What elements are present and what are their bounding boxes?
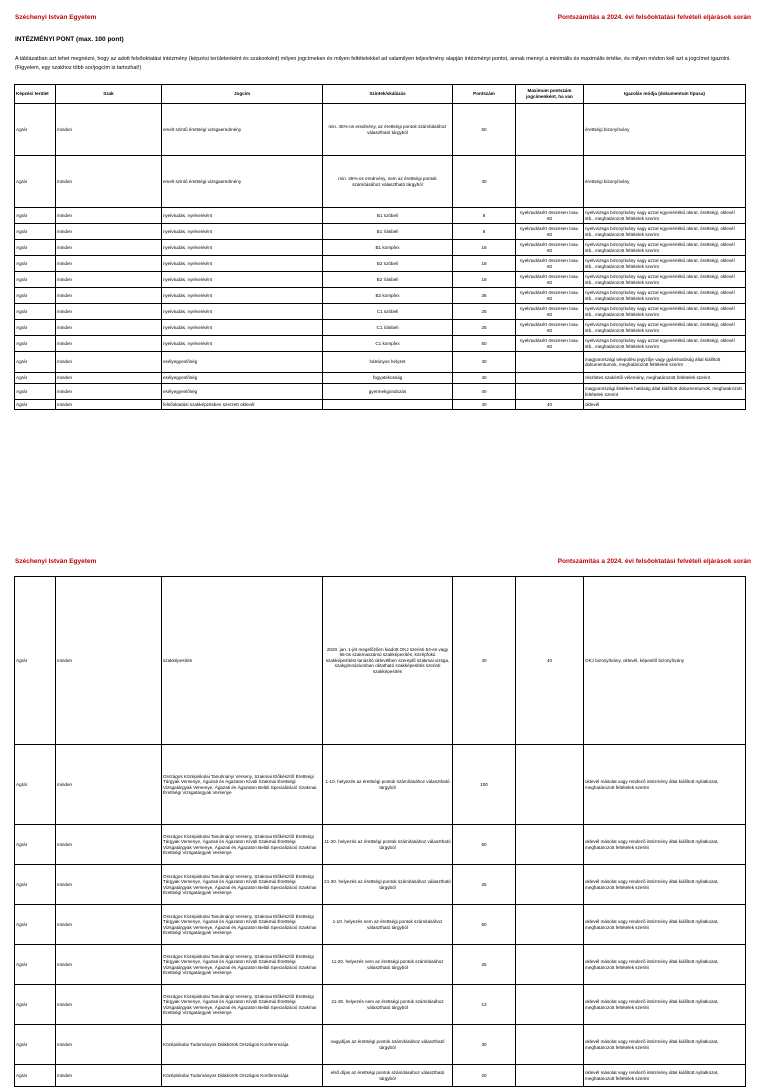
row-major: minden xyxy=(56,320,162,336)
table-row xyxy=(15,156,746,208)
row-major: minden xyxy=(56,256,162,272)
row-proof: oklevél másolat vagy rendező intézmény által kiállított nyilatkozat, meghatározott feltételek szerint xyxy=(584,865,746,905)
row-title: nyelvtudás, nyelvenként xyxy=(162,304,323,320)
row-points: 40 xyxy=(453,400,516,410)
university-name: Széchenyi István Egyetem xyxy=(15,14,97,21)
row-points: 50 xyxy=(453,104,516,156)
row-major: minden xyxy=(56,985,162,1025)
row-max-points: nyelvtudásért összesen max. 60 xyxy=(516,272,584,288)
row-proof: oklevél másolat vagy rendező intézmény által kiállított nyilatkozat, meghatározott feltételek szerint xyxy=(584,825,746,865)
row-proof: oklevél másolat vagy rendező intézmény által kiállított nyilatkozat, meghatározott feltételek szerint xyxy=(584,1065,746,1087)
table-row xyxy=(15,288,746,304)
row-area: Agrár xyxy=(15,400,56,410)
row-points: 40 xyxy=(453,384,516,400)
row-title: Országos Középiskolai Tanulmányi Verseny, Szakmai Előkészítő Érettségi Tárgyak Versenye, Ágazati és Ágazaton Kívüli Szakmai Érettségi Vizsgatárgyak Versenye, Ágazati és Ágazaton Belüli Specializáció Szakmai Érettségi Vizsgatárgyak Versenye xyxy=(162,945,323,985)
row-points: 18 xyxy=(453,272,516,288)
table-row xyxy=(15,208,746,224)
row-max-points: nyelvtudásért összesen max. 60 xyxy=(516,240,584,256)
row-max-points xyxy=(516,384,584,400)
row-proof: nyelvvizsga bizonyítvány vagy azzal egyenértékű okirat, érettségi, oklevél stb., meghatározott feltételek szerint xyxy=(584,256,746,272)
row-major: minden xyxy=(56,304,162,320)
row-major: minden xyxy=(56,352,162,373)
row-level xyxy=(323,400,453,410)
row-level: 11-20. helyezés nem az érettségi pontok számításához választható tárgyból xyxy=(323,945,453,985)
row-max-points: nyelvtudásért összesen max. 60 xyxy=(516,336,584,352)
table-row xyxy=(15,865,746,905)
row-proof: oklevél másolat vagy rendező intézmény által kiállított nyilatkozat, meghatározott feltételek szerint xyxy=(584,985,746,1025)
row-level: B1 írásbeli xyxy=(323,224,453,240)
row-points: 25 xyxy=(453,945,516,985)
row-proof: oklevél másolat vagy rendező intézmény által kiállított nyilatkozat, meghatározott feltételek szerint xyxy=(584,1025,746,1065)
col-header-major: Szak xyxy=(56,85,162,104)
row-title: nyelvtudás, nyelvenként xyxy=(162,288,323,304)
row-max-points: nyelvtudásért összesen max. 60 xyxy=(516,288,584,304)
row-title: nyelvtudás, nyelvenként xyxy=(162,320,323,336)
row-points: 30 xyxy=(453,1025,516,1065)
row-level: min. 45%-os eredmény, nem az érettségi pontok számításához választható tárgyból xyxy=(323,156,453,208)
row-title: Középiskolai Tudományos Diákkörök Országos Konferenciája xyxy=(162,1025,323,1065)
table-row xyxy=(15,320,746,336)
row-area: Agrár xyxy=(15,745,56,825)
row-max-points xyxy=(516,905,584,945)
table-row xyxy=(15,104,746,156)
row-major: minden xyxy=(56,1065,162,1087)
table-row xyxy=(15,336,746,352)
row-level: 1-10. helyezés nem az érettségi pontok számításához választható tárgyból xyxy=(323,905,453,945)
row-max-points xyxy=(516,104,584,156)
row-major: minden xyxy=(56,373,162,384)
row-points: 16 xyxy=(453,240,516,256)
col-header-area: Képzési terület xyxy=(15,85,56,104)
row-max-points xyxy=(516,985,584,1025)
section-description: A táblázatban azt lehet megnézni, hogy az adott felsőoktatási intézmény (képzési területenként és szakonként) milyen jogcímeken és milyen feltételekkel ad valamilyen teljesítmény alapján intézményi pontot, annak mennyi a minimális és maximális értéke, és milyen módon kell azt a jogcímet igazolni. (Figyelem, egy szakhoz több sor/jogcím is tartozhat!) xyxy=(15,56,731,71)
table-row xyxy=(15,352,746,373)
row-points: 30 xyxy=(453,156,516,208)
row-major: minden xyxy=(56,224,162,240)
row-major: minden xyxy=(56,745,162,825)
row-points: 40 xyxy=(453,577,516,745)
row-max-points xyxy=(516,825,584,865)
row-title: nyelvtudás, nyelvenként xyxy=(162,272,323,288)
row-major: minden xyxy=(56,288,162,304)
row-major: minden xyxy=(56,336,162,352)
row-title: emelt szintű érettségi vizsgaeredmény xyxy=(162,156,323,208)
row-points: 40 xyxy=(453,352,516,373)
row-area: Agrár xyxy=(15,384,56,400)
row-area: Agrár xyxy=(15,1065,56,1087)
row-title: Középiskolai Tudományos Diákkörök Országos Konferenciája xyxy=(162,1065,323,1087)
row-area: Agrár xyxy=(15,336,56,352)
row-points: 25 xyxy=(453,320,516,336)
row-major: minden xyxy=(56,400,162,410)
row-level: nagydíjas az érettségi pontok számításához választható tárgyból xyxy=(323,1025,453,1065)
row-proof: magyarországi települési jegyzője vagy gyámhatóság által kiállított dokumentumok, meghatározott feltételek szerint xyxy=(584,352,746,373)
row-major: minden xyxy=(56,865,162,905)
document-subtitle: Pontszámítás a 2024. évi felsőoktatási felvételi eljárások során xyxy=(557,14,751,21)
row-area: Agrár xyxy=(15,304,56,320)
row-major: minden xyxy=(56,825,162,865)
row-proof: nyelvvizsga bizonyítvány vagy azzal egyenértékű okirat, érettségi, oklevél stb., meghatározott feltételek szerint xyxy=(584,320,746,336)
row-area: Agrár xyxy=(15,1025,56,1065)
row-area: Agrár xyxy=(15,945,56,985)
row-major: minden xyxy=(56,1025,162,1065)
row-points: 100 xyxy=(453,745,516,825)
row-area: Agrár xyxy=(15,272,56,288)
row-level: 21-30. helyezés nem az érettségi pontok számításához választható tárgyból xyxy=(323,985,453,1025)
row-title: esélyegyenlőség xyxy=(162,373,323,384)
row-major: minden xyxy=(56,156,162,208)
row-area: Agrár xyxy=(15,320,56,336)
row-proof: érettségi bizonyítvány xyxy=(584,156,746,208)
row-level: gyermekgondozás xyxy=(323,384,453,400)
row-points: 20 xyxy=(453,1065,516,1087)
row-points: 25 xyxy=(453,865,516,905)
row-max-points xyxy=(516,373,584,384)
row-proof: OKJ bizonyítvány, oklevél, képesítő bizonyítvány xyxy=(584,577,746,745)
row-area: Agrár xyxy=(15,208,56,224)
table-row xyxy=(15,825,746,865)
row-title: szakképesítés xyxy=(162,577,323,745)
table-row xyxy=(15,945,746,985)
row-max-points: 40 xyxy=(516,577,584,745)
row-area: Agrár xyxy=(15,577,56,745)
table-row xyxy=(15,373,746,384)
row-max-points: 40 xyxy=(516,400,584,410)
row-max-points xyxy=(516,156,584,208)
row-level: C1 írásbeli xyxy=(323,320,453,336)
row-max-points xyxy=(516,945,584,985)
row-proof: nyelvvizsga bizonyítvány vagy azzal egyenértékű okirat, érettségi, oklevél stb., meghatározott feltételek szerint xyxy=(584,288,746,304)
row-level: min. 45%-os eredmény, az érettségi pontok számításához választható tárgyból xyxy=(323,104,453,156)
row-proof: nyelvvizsga bizonyítvány vagy azzal egyenértékű okirat, érettségi, oklevél stb., meghatározott feltételek szerint xyxy=(584,304,746,320)
row-area: Agrár xyxy=(15,905,56,945)
row-level: C1 szóbeli xyxy=(323,304,453,320)
row-area: Agrár xyxy=(15,825,56,865)
row-points: 8 xyxy=(453,224,516,240)
row-area: Agrár xyxy=(15,156,56,208)
table-row xyxy=(15,304,746,320)
row-major: minden xyxy=(56,384,162,400)
row-points: 36 xyxy=(453,288,516,304)
row-proof: oklevél másolat vagy rendező intézmény által kiállított nyilatkozat, meghatározott feltételek szerint xyxy=(584,745,746,825)
row-major: minden xyxy=(56,208,162,224)
row-proof: nyelvvizsga bizonyítvány vagy azzal egyenértékű okirat, érettségi, oklevél stb., meghatározott feltételek szerint xyxy=(584,208,746,224)
row-area: Agrár xyxy=(15,985,56,1025)
table-row xyxy=(15,577,746,745)
row-level: C1 komplex xyxy=(323,336,453,352)
row-major: minden xyxy=(56,577,162,745)
table-row xyxy=(15,745,746,825)
row-title: esélyegyenlőség xyxy=(162,352,323,373)
row-title: Országos Középiskolai Tanulmányi Verseny, Szakmai Előkészítő Érettségi Tárgyak Versenye, Ágazati és Ágazaton Kívüli Szakmai Érettségi Vizsgatárgyak Versenye, Ágazati és Ágazaton Belüli Specializáció Szakmai Érettségi Vizsgatárgyak Versenye xyxy=(162,825,323,865)
col-header-title: Jogcím xyxy=(162,85,323,104)
row-max-points xyxy=(516,1025,584,1065)
row-level: hátrányos helyzet xyxy=(323,352,453,373)
table-row xyxy=(15,256,746,272)
row-points: 8 xyxy=(453,208,516,224)
row-title: nyelvtudás, nyelvenként xyxy=(162,224,323,240)
row-level: B2 szóbeli xyxy=(323,256,453,272)
row-title: nyelvtudás, nyelvenként xyxy=(162,336,323,352)
row-points: 40 xyxy=(453,373,516,384)
row-proof: részletes szakértői vélemény, meghatározott feltételek szerint xyxy=(584,373,746,384)
row-max-points: nyelvtudásért összesen max. 60 xyxy=(516,304,584,320)
row-proof: oklevél másolat vagy rendező intézmény által kiállított nyilatkozat, meghatározott feltételek szerint xyxy=(584,945,746,985)
row-level: 1-10. helyezés az érettségi pontok számításához választható tárgyból xyxy=(323,745,453,825)
col-header-points: Pontszám xyxy=(453,85,516,104)
row-title: Országos Középiskolai Tanulmányi Verseny, Szakmai Előkészítő Érettségi Tárgyak Versenye, Ágazati és Ágazaton Kívüli Szakmai Érettségi Vizsgatárgyak Versenye, Ágazati és Ágazaton Belüli Specializáció Szakmai Érettségi Vizsgatárgyak Versenye xyxy=(162,865,323,905)
row-level: 21-30. helyezés az érettségi pontok számításához választható tárgyból xyxy=(323,865,453,905)
row-major: minden xyxy=(56,104,162,156)
row-title: felsőoktatási szakképzésben szerzett oklevél xyxy=(162,400,323,410)
row-major: minden xyxy=(56,240,162,256)
table-row xyxy=(15,240,746,256)
col-header-max-points: Maximum pontszám jogcímenként, ha van xyxy=(516,85,584,104)
row-proof: nyelvvizsga bizonyítvány vagy azzal egyenértékű okirat, érettségi, oklevél stb., meghatározott feltételek szerint xyxy=(584,336,746,352)
points-table-page-2 xyxy=(14,576,746,1087)
page-2 xyxy=(0,558,768,1081)
row-points: 13 xyxy=(453,985,516,1025)
row-proof: nyelvvizsga bizonyítvány vagy azzal egyenértékű okirat, érettségi, oklevél stb., meghatározott feltételek szerint xyxy=(584,224,746,240)
row-title: Országos Középiskolai Tanulmányi Verseny, Szakmai Előkészítő Érettségi Tárgyak Versenye, Ágazati és Ágazaton Kívüli Szakmai Érettségi Vizsgatárgyak Versenye, Ágazati és Ágazaton Belüli Specializáció Szakmai Érettségi Vizsgatárgyak Versenye xyxy=(162,905,323,945)
col-header-proof: Igazolás módja (dokumentum típusa) xyxy=(584,85,746,104)
row-area: Agrár xyxy=(15,224,56,240)
table-row xyxy=(15,384,746,400)
row-points: 25 xyxy=(453,304,516,320)
row-major: minden xyxy=(56,905,162,945)
row-proof: nyelvvizsga bizonyítvány vagy azzal egyenértékű okirat, érettségi, oklevél stb., meghatározott feltételek szerint xyxy=(584,240,746,256)
row-level: 11-20. helyezés az érettségi pontok számításához választható tárgyból xyxy=(323,825,453,865)
row-area: Agrár xyxy=(15,373,56,384)
row-proof: nyelvvizsga bizonyítvány vagy azzal egyenértékű okirat, érettségi, oklevél stb., meghatározott feltételek szerint xyxy=(584,272,746,288)
row-area: Agrár xyxy=(15,352,56,373)
row-points: 18 xyxy=(453,256,516,272)
row-level: fogyatékosság xyxy=(323,373,453,384)
row-max-points xyxy=(516,352,584,373)
table-row xyxy=(15,905,746,945)
table-row xyxy=(15,1065,746,1087)
table-row xyxy=(15,985,746,1025)
page-1 xyxy=(0,14,768,444)
col-header-levels: Szintek/skálázás xyxy=(323,85,453,104)
table-row xyxy=(15,272,746,288)
row-level: B2 írásbeli xyxy=(323,272,453,288)
row-major: minden xyxy=(56,945,162,985)
row-max-points: nyelvtudásért összesen max. 60 xyxy=(516,256,584,272)
row-level: B2 komplex xyxy=(323,288,453,304)
row-points: 50 xyxy=(453,336,516,352)
row-title: nyelvtudás, nyelvenként xyxy=(162,240,323,256)
points-table-page-1 xyxy=(14,84,746,410)
row-max-points xyxy=(516,865,584,905)
section-title: INTÉZMÉNYI PONT (max. 100 pont) xyxy=(15,36,124,43)
row-area: Agrár xyxy=(15,288,56,304)
university-name-page-2: Széchenyi István Egyetem xyxy=(15,558,97,565)
table-row xyxy=(15,224,746,240)
row-max-points: nyelvtudásért összesen max. 60 xyxy=(516,208,584,224)
row-max-points: nyelvtudásért összesen max. 60 xyxy=(516,224,584,240)
row-max-points xyxy=(516,1065,584,1087)
table-row xyxy=(15,1025,746,1065)
row-title: esélyegyenlőség xyxy=(162,384,323,400)
row-area: Agrár xyxy=(15,256,56,272)
row-title: Országos Középiskolai Tanulmányi Verseny, Szakmai Előkészítő Érettségi Tárgyak Versenye, Ágazati és Ágazaton Kívüli Szakmai Érettségi Vizsgatárgyak Versenye, Ágazati és Ágazaton Belüli Specializáció Szakmai Érettségi Vizsgatárgyak Versenye xyxy=(162,985,323,1025)
row-proof: oklevél másolat vagy rendező intézmény által kiállított nyilatkozat, meghatározott feltételek szerint xyxy=(584,905,746,945)
document-subtitle-page-2: Pontszámítás a 2024. évi felsőoktatási felvételi eljárások során xyxy=(557,558,751,565)
row-area: Agrár xyxy=(15,104,56,156)
row-area: Agrár xyxy=(15,865,56,905)
row-level: első díjas az érettségi pontok számításához választható tárgyból xyxy=(323,1065,453,1087)
row-level: B1 szóbeli xyxy=(323,208,453,224)
row-level: 2020. jan. 1-jét megelőzően kiadott OKJ szerinti 54-es vagy 55-ös szakmaszámú szakképesítés, középfokú szakképesítést tanúsító oklevélben szereplő szakmai vizsga, szakgimnáziumban oktatható szakképesítés szerinti szakképesítés xyxy=(323,577,453,745)
row-max-points xyxy=(516,745,584,825)
row-proof: érettségi bizonyítvány xyxy=(584,104,746,156)
table-header-row xyxy=(15,85,746,104)
row-title: emelt szintű érettségi vizsgaeredmény xyxy=(162,104,323,156)
row-points: 50 xyxy=(453,905,516,945)
row-proof: oklevél xyxy=(584,400,746,410)
row-title: Országos Középiskolai Tanulmányi Verseny, Szakmai Előkészítő Érettségi Tárgyak Versenye, Ágazati és Ágazaton Kívüli Szakmai Érettségi Vizsgatárgyak Versenye, Ágazati és Ágazaton Belüli Specializáció Szakmai Érettségi Vizsgatárgyak Versenye xyxy=(162,745,323,825)
row-area: Agrár xyxy=(15,240,56,256)
row-proof: magyarországi illetékes hatóság által kiállított dokumentumok, meghatározott feltételek szerint xyxy=(584,384,746,400)
row-title: nyelvtudás, nyelvenként xyxy=(162,256,323,272)
row-level: B1 komplex xyxy=(323,240,453,256)
row-major: minden xyxy=(56,272,162,288)
row-points: 50 xyxy=(453,825,516,865)
row-max-points: nyelvtudásért összesen max. 60 xyxy=(516,320,584,336)
row-title: nyelvtudás, nyelvenként xyxy=(162,208,323,224)
table-row xyxy=(15,400,746,410)
